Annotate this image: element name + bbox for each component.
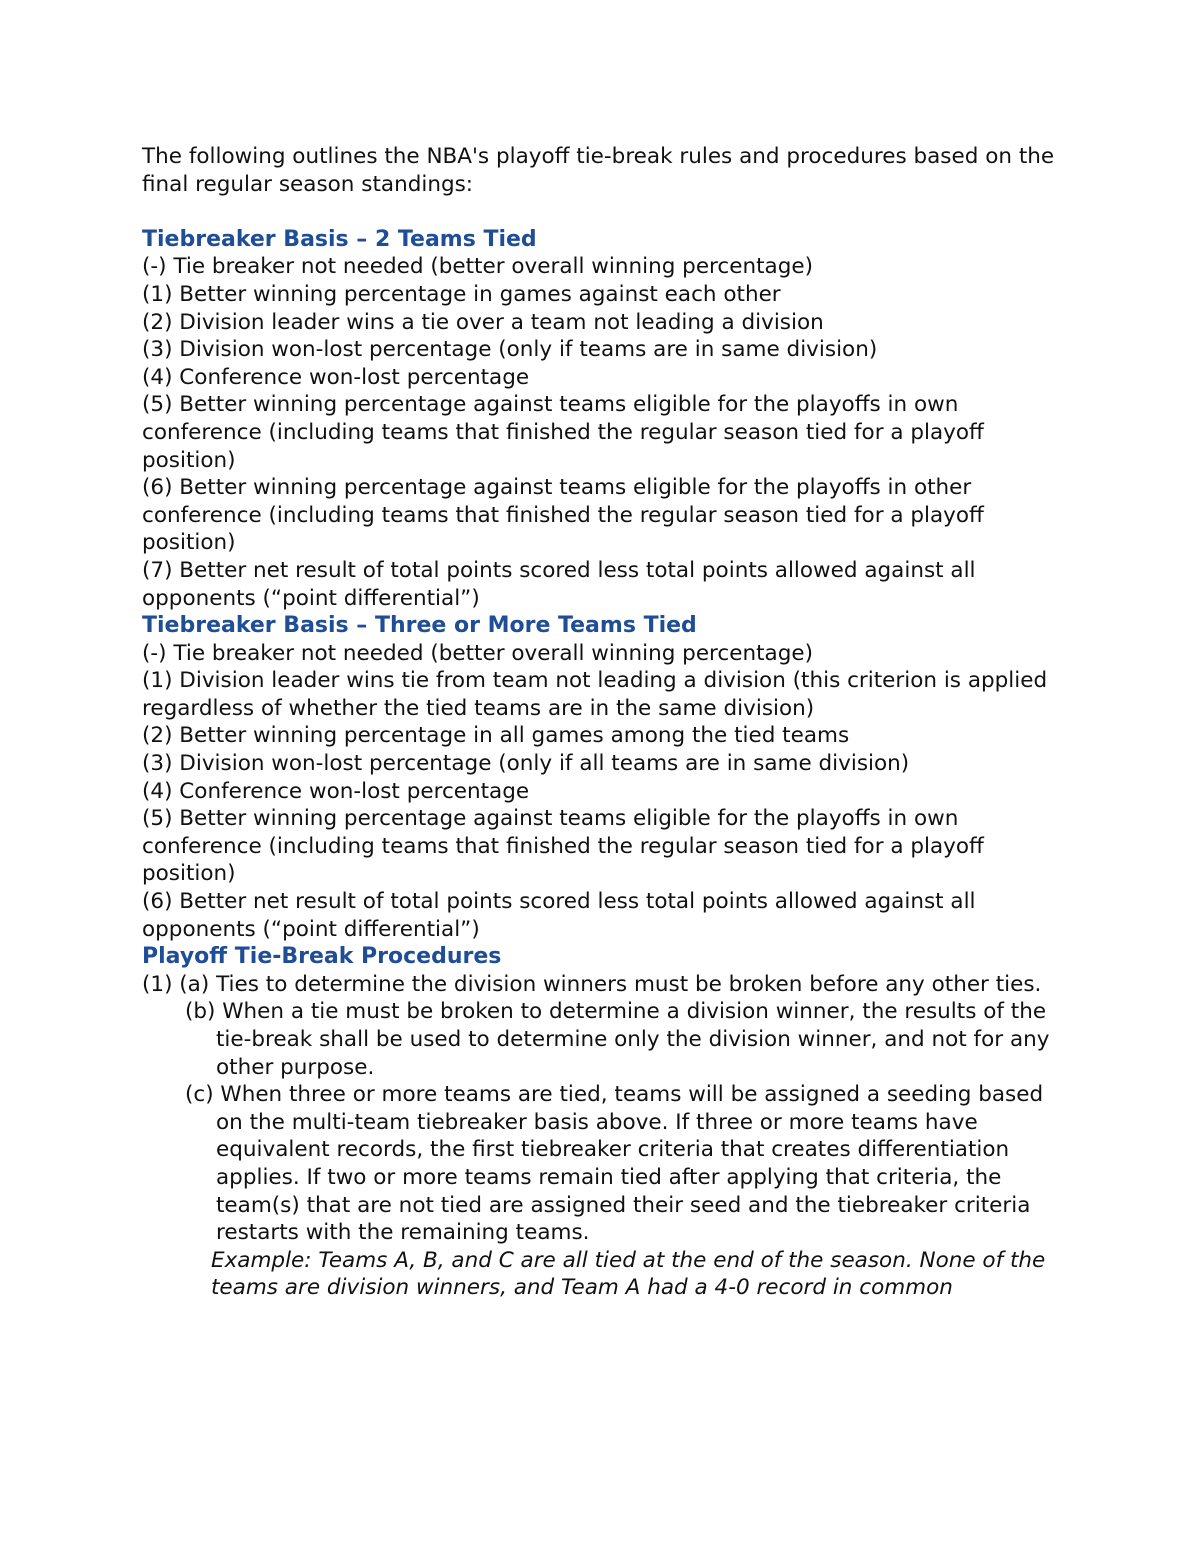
list-item: (4) Conference won-lost percentage: [142, 364, 530, 390]
list-item: (5) Better winning percentage against teams eligible for the playoffs in own conference (including teams that finished the regular season tied for a playoff position): [142, 392, 984, 473]
list-item: (4) Conference won-lost percentage: [142, 778, 530, 804]
procedures-list: [142, 971, 1062, 1302]
list-item: (3) Division won-lost percentage (only if teams are in same division): [142, 337, 878, 363]
list-item: (-) Tie breaker not needed (better overall winning percentage): [142, 640, 813, 666]
list-item: (5) Better winning percentage against teams eligible for the playoffs in own conference (including teams that finished the regular season tied for a playoff position): [142, 806, 984, 887]
intro-paragraph: The following outlines the NBA's playoff tie-break rules and procedures based on the final regular season standings:: [142, 144, 1055, 197]
three-teams-criteria-list: [142, 640, 1062, 944]
list-item: (1) Better winning percentage in games against each other: [142, 281, 781, 307]
section-heading-three-teams: Tiebreaker Basis – Three or More Teams Tied: [142, 613, 697, 639]
list-item: (2) Better winning percentage in all games among the tied teams: [142, 723, 850, 749]
procedure-item-b: (b) When a tie must be broken to determine a division winner, the results of the tie-break shall be used to determine only the division winner, and not for any other purpose.: [185, 999, 1050, 1080]
list-item: (2) Division leader wins a tie over a team not leading a division: [142, 309, 824, 335]
list-item: (7) Better net result of total points scored less total points allowed against all opponents (“point differential”): [142, 557, 976, 611]
list-item: (6) Better winning percentage against teams eligible for the playoffs in other conference (including teams that finished the regular season tied for a playoff position): [142, 475, 984, 556]
section-heading-procedures: Playoff Tie-Break Procedures: [142, 944, 502, 970]
procedure-example: Example: Teams A, B, and C are all tied at the end of the season. None of the teams are division winners, and Team A had a 4-0 record in common: [211, 1247, 1046, 1301]
list-item: (-) Tie breaker not needed (better overall winning percentage): [142, 254, 813, 280]
list-item: (6) Better net result of total points scored less total points allowed against all opponents (“point differential”): [142, 889, 976, 942]
procedure-item-c: (c) When three or more teams are tied, teams will be assigned a seeding based on the multi-team tiebreaker basis above. If three or more teams have equivalent records, the first tiebreaker criteria that creates differentiation applies. If two or more teams remain tied after applying that criteria, the team(s) that are not tied are assigned their seed and the tiebreaker criteria restarts with the remaining teams.: [185, 1082, 1044, 1246]
procedure-item-a: (1) (a) Ties to determine the division winners must be broken before any other ties.: [142, 971, 1042, 997]
list-item: (1) Division leader wins tie from team not leading a division (this criterion is applied regardless of whether the tied teams are in the same division): [142, 668, 1048, 721]
two-teams-criteria-list: [142, 253, 1062, 612]
document-body: [142, 143, 1062, 1302]
list-item: (3) Division won-lost percentage (only if all teams are in same division): [142, 751, 910, 777]
section-heading-two-teams: Tiebreaker Basis – 2 Teams Tied: [142, 226, 537, 252]
